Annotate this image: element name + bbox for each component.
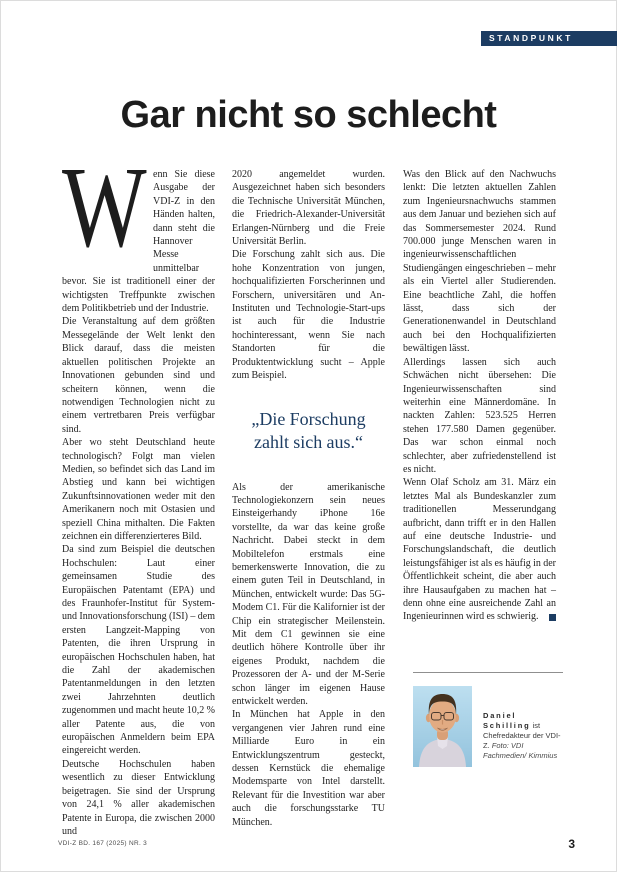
- divider-rule: [413, 672, 563, 673]
- body-paragraph: [62, 436, 215, 543]
- paragraph-text: Die Forschung zahlt sich aus. Die hohe Konzentration von jungen, hochqualifizierten Forscherinnen und Forschern, universitären und An-Instituten und Technologie-Start-ups ist auch für die Industrie hochinteressant, wenn Sie nach Standorten für die Produktentwicklung sucht – Apple zum Beispiel.: [232, 249, 385, 382]
- author-portrait-photo: [413, 686, 472, 767]
- paragraph-text: Da sind zum Beispiel die deutschen Hochschulen: Laut einer gemeinsamen Studie des Europäischen Patentamt (EPA) und des Fraunhofer-Institut für System- und Innovationsforschung (ISI) – dem ersten Langzeit-Mapping von Patenten, die ihren Ursprung in europäischen Hochschulen haben, hat die Zahl der akademischen Patentanmeldungen in den letzten zwei Jahrzehnten deutlich zugenommen und macht heute 10,2 % aller Patente aus, die von europäischen Anmeldern beim EPA eingereicht werden.: [62, 544, 215, 757]
- body-paragraph: [403, 476, 556, 623]
- body-paragraph: [62, 315, 215, 436]
- paragraph-text: Deutsche Hochschulen haben wesentlich zu dieser Entwicklung beigetragen. Sie sind der Ursprung von 24,1 % aller akademischen Patente in Europa, die zwischen 2000 und: [62, 758, 215, 837]
- paragraph-text: Wenn Olaf Scholz am 31. März ein letztes Mal als Bundeskanzler zum traditionellen Messerundgang aufbricht, dann trifft er in den Hallen auf eine deutsche Industrie- und Forschungslandschaft, die deutlich leistungsfähiger ist als es häufig in der Öffentlichkeit scheint, die aber auch ihre Hausaufgaben zu machen hat – denn ohne eine ausreichende Zahl an Ingenieurinnen wird es schwierig.: [403, 477, 556, 623]
- paragraph-text: 2020 angemeldet wurden. Ausgezeichnet haben sich besonders die Technische Universität München, die Friedrich-Alexander-Universität Erlangen-Nürnberg und die Freie Universität Berlin.: [232, 169, 385, 248]
- text-column-3: [403, 168, 556, 624]
- page-number: 3: [568, 837, 575, 851]
- paragraph-text: Allerdings lassen sich auch Schwächen nicht übersehen: Die Ingenieurwissenschaften sind weiterhin eine Männerdomäne. In nackten Zahlen: 523.525 Herren stehen 177.580 Damen gegenüber. Das war schon einmal noch schlechter, aber zufriedenstellend ist es nicht.: [403, 356, 556, 475]
- journal-issue-info: VDI-Z BD. 167 (2025) NR. 3: [58, 840, 148, 847]
- body-paragraph: [62, 758, 215, 838]
- paragraph-text: enn Sie diese Ausgabe der VDI-Z in den Händen halten, dann steht die Hannover Messe unmittelbar bevor. Sie ist traditionell einer der wichtigsten Treffpunkte zwischen dem Politikbetrieb und der Industrie.: [62, 169, 215, 315]
- body-paragraph: [232, 708, 385, 829]
- author-row: [403, 686, 565, 767]
- drop-cap-letter: W: [62, 144, 147, 271]
- author-name: Daniel Schilling: [483, 711, 531, 730]
- drop-cap: [62, 144, 148, 271]
- body-paragraph: [62, 144, 215, 315]
- body-paragraph: [232, 248, 385, 382]
- body-paragraph: [62, 543, 215, 758]
- body-paragraph: [403, 168, 556, 356]
- body-paragraph: [403, 356, 556, 477]
- text-column-2: [232, 168, 385, 829]
- photo-credit: Foto: VDI Fachmedien/ Kimmius: [483, 741, 558, 760]
- paragraph-text: Was den Blick auf den Nachwuchs lenkt: Die letzten aktuellen Zahlen zum Ingenieursnachwuchs stammen aus dem Januar und beziehen sich auf das Sommersemester 2024. Rund 700.000 junge Menschen waren in ingenieurwissenschaftlichen Studiengängen eingeschrieben – mehr als ein Viertel aller Studierenden. Eine beachtliche Zahl, die hoffen lässt, dass sich der Generationenwandel in Deutschland auch bei den Hochqualifizierten bewältigen lässt.: [403, 169, 556, 355]
- pull-quote-text: „Die Forschung zahlt sich aus.“: [251, 408, 366, 452]
- section-kicker-bar: [481, 31, 617, 46]
- pull-quote: [232, 408, 385, 454]
- author-role: ist Chefredakteur der VDI-Z.: [483, 721, 561, 750]
- paragraph-text: In München hat Apple in den vergangenen vier Jahren rund eine Milliarde Euro in ein Entwicklungszentrum gesteckt, dessen Kernstück die ehemalige Modemsparte von Intel darstellt. Relevant für die Investition war aber auch die forschungsstarke TU München.: [232, 709, 385, 828]
- author-block: [403, 672, 565, 767]
- text-column-1: [62, 144, 215, 838]
- page-title: Gar nicht so schlecht: [120, 94, 497, 136]
- section-kicker-label: STANDPUNKT: [489, 33, 573, 43]
- paragraph-text: Aber wo steht Deutschland heute technologisch? Folgt man vielen Medien, so befindet sich das Land im Abstieg und kann bei wichtigen Zukunftsinnovationen weder mit den Amerikanern noch mit Ostasien und speziell China mithalten. Die Fakten zeichnen ein differenzierteres Bild.: [62, 437, 215, 542]
- paragraph-text: Als der amerikanische Technologiekonzern sein neues Einsteigerhandy iPhone 16e vorstellte, da war das keine große Nachricht. Dabei steckt in dem Mobiltelefon erstmals eine bemerkenswerte Innovation, die zu einem guten Teil in Deutschland, in München, entwickelt wurde: Das 5G-Modem C1. Für die Kalifornier ist der Chip ein strategischer Meilenstein. Mit dem C1 gewinnen sie eine deutlich höhere Kontrolle über ihr eigenes Produkt, nachdem die Prozessoren der A- und der M-Serie schon länger im eigenen Hause entwickelt werden.: [232, 481, 385, 707]
- article-end-mark-icon: [549, 614, 556, 621]
- body-paragraph: [232, 168, 385, 248]
- paragraph-text: Die Veranstaltung auf dem größten Messegelände der Welt lenkt den Blick darauf, dass die meisten aktuellen politischen Projekte an Innovationen gebunden sind und scheitern können, wenn die notwendigen Technologien nicht zu einem vertretbaren Preis verfügbar sind.: [62, 316, 215, 435]
- body-paragraph: [232, 481, 385, 709]
- photo-caption: [483, 711, 565, 767]
